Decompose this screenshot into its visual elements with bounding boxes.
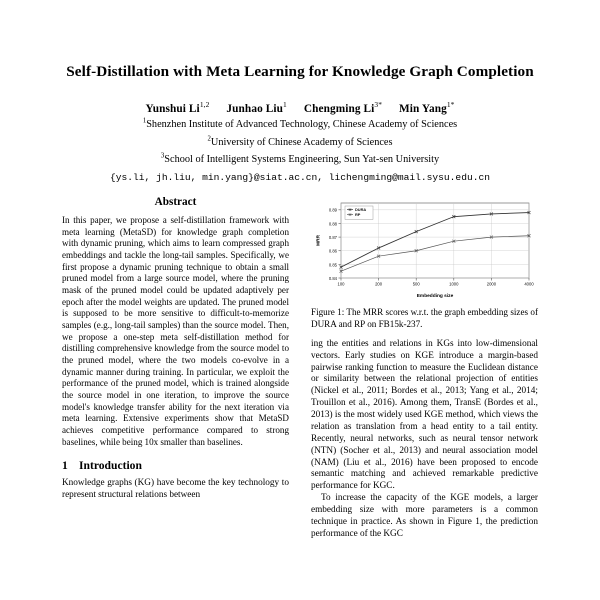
author-list (58, 100, 542, 115)
chart-ytick-label: 0.85 (328, 262, 337, 268)
contact-emails: {ys.li, jh.liu, min.yang}@siat.ac.cn, lichengming@mail.sysu.edu.cn (110, 172, 490, 184)
author-1 (145, 100, 210, 115)
right-column-paragraph-2: To increase the capacity of the KGE models, a larger embedding size with more parameters is a common technique in practice. As shown in Figure 1, the prediction performance of the KGC (311, 493, 538, 539)
chart-legend-label-rp: RP (355, 212, 361, 218)
abstract-heading: Abstract (154, 196, 197, 208)
affiliation-2 (58, 136, 542, 151)
author-1-affiliation-marker: 1,2 (199, 100, 210, 110)
introduction-paragraph-1: Knowledge graphs (KG) have become the key technology to represent structural relations between (62, 478, 289, 501)
chart-xaxis-label: Embedding size (416, 293, 454, 299)
chart-container (311, 196, 538, 300)
chart-ytick-label: 0.87 (328, 234, 337, 240)
chart-ytick-label: 0.84 (328, 275, 337, 281)
abstract-text: In this paper, we propose a self-distillation framework with meta learning (MetaSD) for knowledge graph completion with dynamic pruning, which aims to learn compressed graph embeddings and tackle the long-tail samples. Specifically, we first propose a dynamic pruning technique to obtain a small pruned model from a large source model, where the pruning mask of the pruned model could be updated adaptively per epoch after the model weights are updated. The pruned model is supposed to be more sensitive to difficult-to-memorize samples (e.g., long-tail samples) than the source model. Then, we propose a one-step meta self-distillation method for distilling comprehensive knowledge from the source model to the pruned model, where the two models co-evolve in a dynamic manner during training. In particular, we exploit the performance of the pruned model, which is trained alongside the source model in one iteration, to improve the source model's knowledge transfer ability for the next iteration via meta learning. Extensive experiments show that MetaSD achieves competitive performance compared to strong baselines, while being 10x smaller than baselines. (62, 215, 289, 447)
affiliation-1 (58, 118, 542, 133)
page-title: Self-Distillation with Meta Learning for Knowledge Graph Completion (66, 63, 534, 80)
section-number: 1 (62, 459, 68, 473)
chart-legend-label-dura: DURA (355, 207, 367, 213)
figure-1 (311, 196, 538, 331)
section-title: Introduction (79, 459, 142, 473)
author-4-affiliation-marker: 1* (446, 100, 455, 110)
affiliation-3-marker: 3 (160, 153, 165, 161)
author-2-affiliation-marker: 1 (283, 100, 287, 110)
author-3-affiliation-marker: 3* (374, 100, 383, 110)
chart-xtick-label: 500 (412, 281, 420, 287)
chart-xtick-label: 4000 (524, 281, 534, 287)
body-columns (0, 196, 600, 600)
author-2 (226, 100, 287, 115)
author-4-name: Min Yang (399, 103, 447, 115)
author-3 (303, 100, 383, 115)
affiliation-2-marker: 2 (207, 135, 211, 143)
author-1-name: Yunshui Li (145, 103, 200, 115)
right-column-paragraph-1: ing the entities and relations in KGs into low-dimensional vectors. Early studies on KGE introduce a margin-based pairwise ranking function to measure the Euclidean distance or similarity between the relational projection of entities (Nickel et al., 2011; Bordes et al., 2013; Yang et al., 2014; Trouillon et al., 2016). Among them, TransE (Bordes et al., 2013) is the most widely used KGE method, which views the relation as translation from a head entity to a tail entity. Recently, neural networks, such as neural tensor network (NTN) (Socher et al., 2013) and neural association model (NAM) (Liu et al., 2016) have been proposed to encode semantic matching and achieved remarkable predictive performance for KGC. (311, 338, 538, 492)
author-3-name: Chengming Li (303, 103, 375, 115)
right-column (311, 196, 538, 600)
figure-caption: Figure 1: The MRR scores w.r.t. the graph embedding sizes of DURA and RP on FB15k-237. (311, 307, 538, 329)
chart-yaxis-label: MRR (316, 235, 322, 246)
chart-ytick-label: 0.89 (328, 207, 337, 213)
affiliation-1-text: Shenzhen Institute of Advanced Technology, Chinese Academy of Sciences (146, 119, 458, 130)
author-4 (399, 100, 455, 115)
affiliation-3 (58, 153, 542, 168)
chart-xtick-label: 100 (337, 281, 345, 287)
section-heading-introduction (62, 459, 289, 472)
mrr-line-chart (311, 196, 538, 300)
affiliation-3-text: School of Intelligent Systems Engineering, Sun Yat-sen University (164, 154, 440, 166)
left-column (62, 196, 289, 600)
chart-xtick-label: 2000 (486, 281, 497, 287)
chart-xtick-label: 1000 (449, 281, 459, 287)
chart-ytick-label: 0.88 (328, 221, 337, 227)
affiliation-2-text: University of Chinese Academy of Sciences (210, 136, 393, 148)
chart-ytick-label: 0.86 (328, 248, 337, 254)
title-block (0, 0, 600, 183)
chart-xtick-label: 200 (375, 281, 383, 287)
affiliation-1-marker: 1 (142, 117, 147, 125)
author-2-name: Junhao Liu (226, 103, 283, 115)
